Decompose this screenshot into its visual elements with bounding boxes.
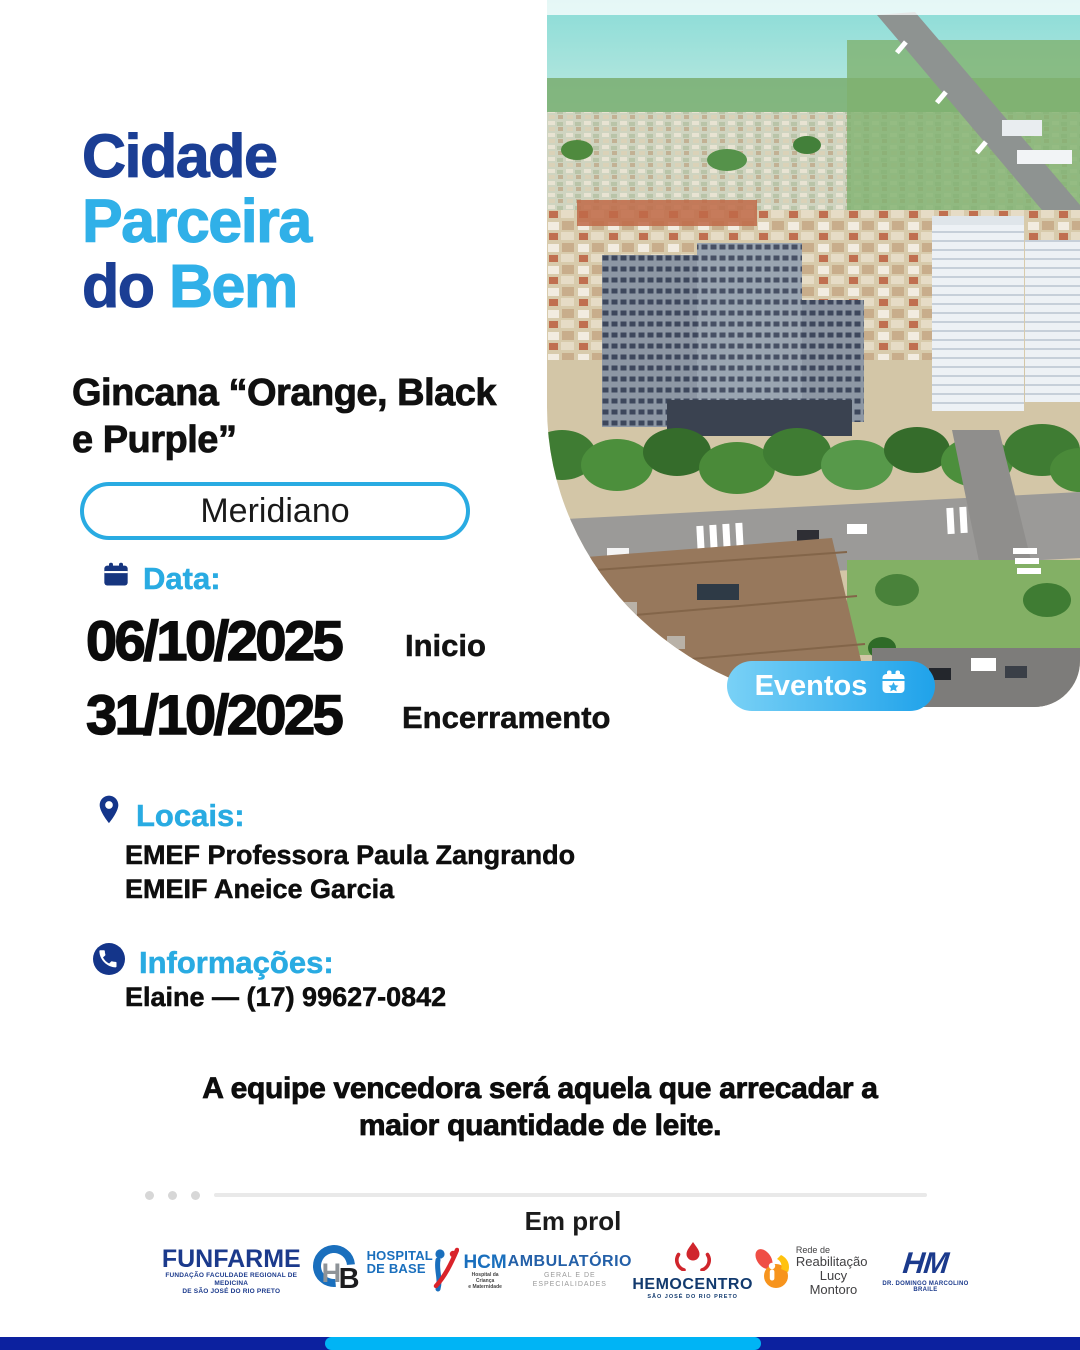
eventos-badge[interactable] — [727, 661, 935, 711]
location-item: EMEF Professora Paula Zangrando — [125, 840, 576, 870]
location-item: EMEIF Aneice Garcia — [125, 874, 395, 904]
team-name: Meridiano — [200, 491, 350, 530]
start-date: 06/10/2025 — [86, 609, 342, 672]
aerial-photo-art — [547, 0, 1080, 707]
lucy-montoro-icon — [753, 1247, 791, 1296]
partner-logos — [150, 1238, 980, 1304]
hemocentro-drop-icon — [673, 1241, 713, 1276]
logo-hospital-de-base — [313, 1245, 433, 1297]
end-date-label: Encerramento — [402, 700, 611, 735]
brand-word-3: do Bem — [82, 252, 297, 320]
aerial-photo — [547, 0, 1080, 707]
map-pin-icon — [95, 794, 123, 838]
phone-icon — [92, 942, 126, 984]
locations-section-header: Locais: — [95, 794, 245, 838]
logo-hm: HM DR. DOMINGO MARCOLINO BRAILE — [882, 1246, 969, 1293]
funfarme-name: FUNFARME — [161, 1245, 301, 1273]
start-date-label: Inicio — [405, 628, 486, 663]
logo-hcm — [433, 1246, 507, 1297]
info-section-header: Informações: — [92, 942, 334, 984]
logo-ambulatorio: AMBULATÓRIO GERAL E DE ESPECIALIDADES — [507, 1253, 632, 1288]
logo-lucy-montoro — [753, 1245, 871, 1297]
brand-word-1: Cidade — [82, 122, 277, 190]
logo-hemocentro: HEMOCENTRO SÃO JOSÉ DO RIO PRETO — [632, 1241, 753, 1301]
calendar-icon — [102, 561, 130, 597]
date-section-header: Data: — [102, 561, 221, 597]
photo-top-overlay — [547, 0, 1080, 15]
statement: A equipe vencedora será aquela que arrecadar a maior quantidade de leite. — [202, 1072, 878, 1142]
hospital-de-base-mark: H B — [313, 1245, 361, 1297]
progress-dots — [145, 1191, 200, 1200]
hospital-de-base-text: HOSPITAL DE BASE — [366, 1248, 433, 1276]
logo-funfarme — [150, 1246, 313, 1296]
team-name-pill[interactable] — [80, 482, 470, 540]
event-title: Gincana “Orange, Black e Purple” — [72, 372, 497, 461]
eventos-badge-label: Eventos — [754, 669, 868, 702]
bottom-bar-pill — [325, 1337, 761, 1350]
lucy-montoro-text: Rede de Reabilitação Lucy Montoro — [795, 1245, 868, 1297]
divider-line — [214, 1193, 927, 1197]
funfarme-sub: FUNDAÇÃO FACULDADE REGIONAL DE MEDICINA DE SÃO JOSÉ DO RIO PRETO — [165, 1272, 298, 1295]
hcm-figures-icon — [433, 1246, 459, 1297]
brand-word-2: Parceira — [82, 187, 311, 255]
brand-logo — [82, 124, 311, 319]
locations-list — [125, 838, 575, 906]
footer-heading: Em prol — [524, 1206, 622, 1236]
contact-info: Elaine — (17) 99627-0842 — [125, 982, 447, 1012]
calendar-star-icon — [880, 669, 907, 704]
end-date: 31/10/2025 — [86, 683, 342, 746]
hcm-text: HCM Hospital da Criança e Maternidade — [463, 1251, 507, 1290]
